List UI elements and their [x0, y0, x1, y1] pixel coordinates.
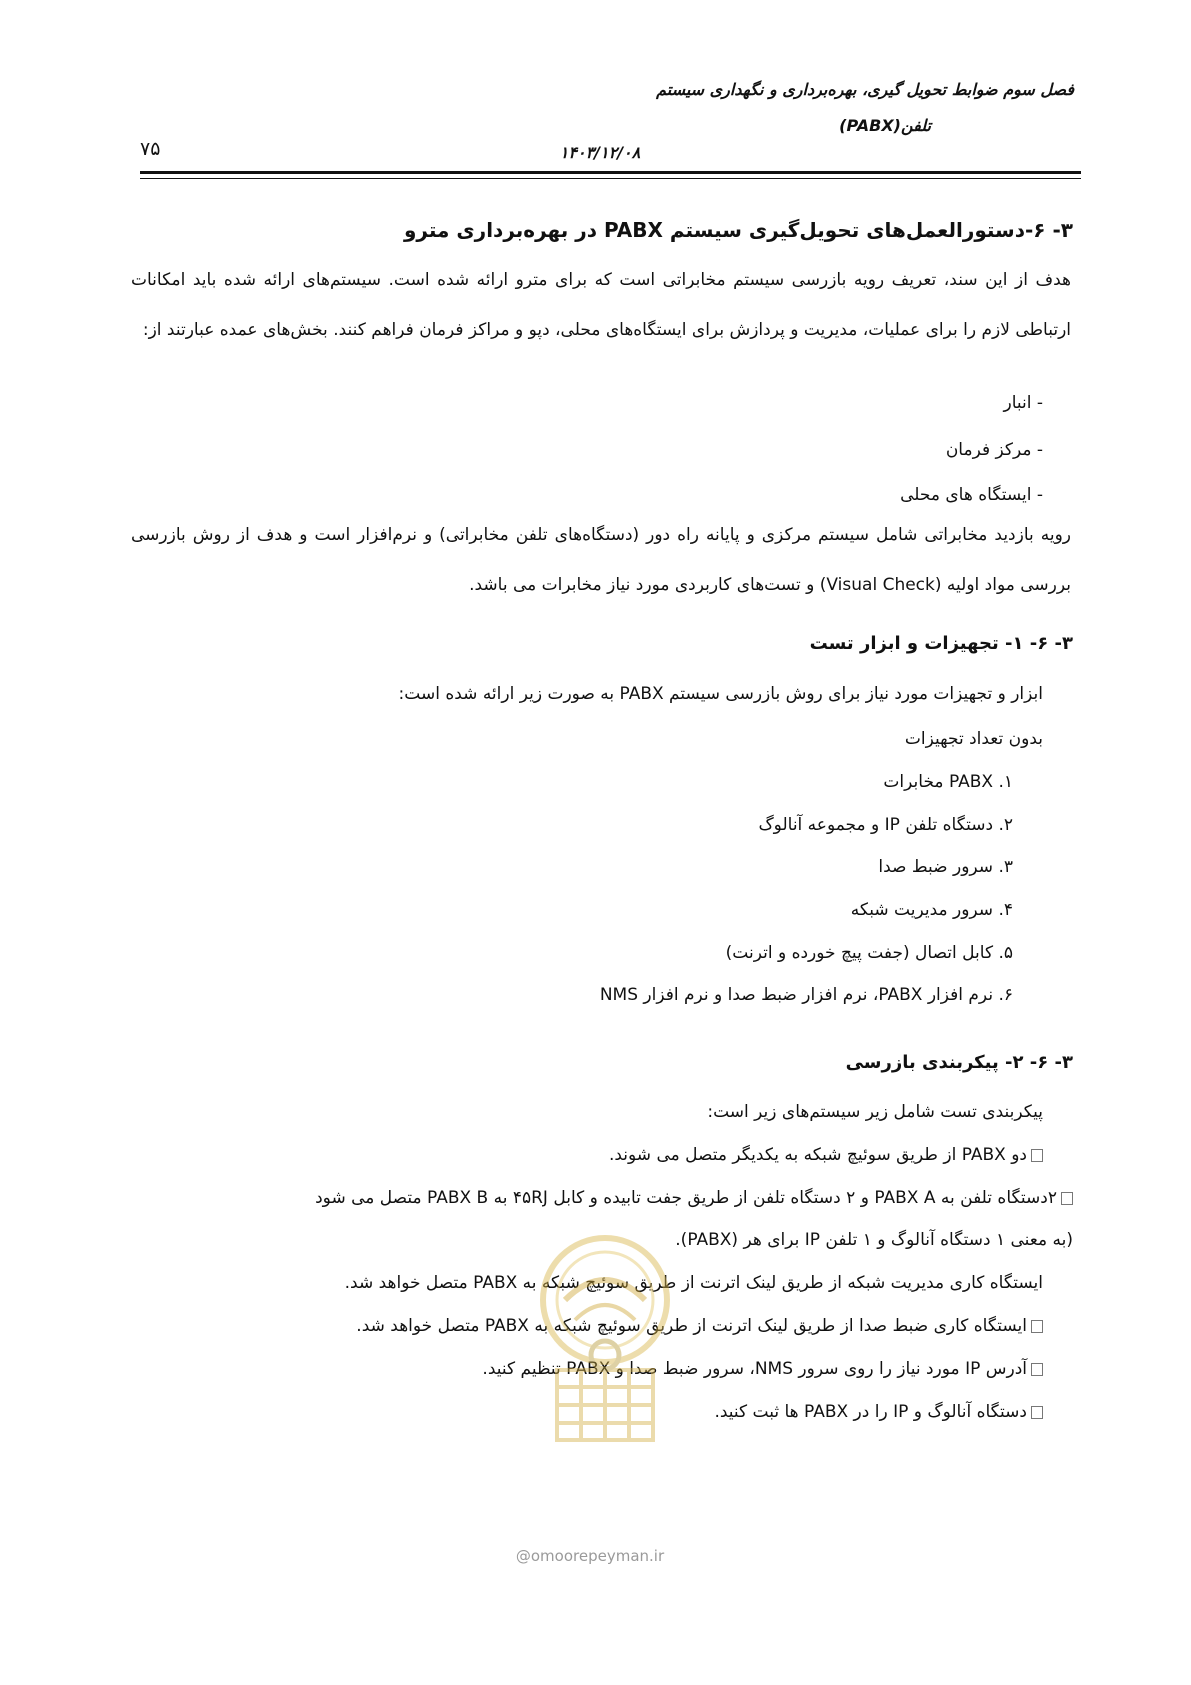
watermark-logo-icon: [505, 1220, 705, 1460]
header-title: فصل سوم ضوابط تحویل گیری، بهره‌برداری و نگهداری سیستم: [656, 80, 1074, 99]
equipment-item: ۶. نرم افزار PABX، نرم افزار ضبط صدا و نرم افزار NMS: [599, 985, 1013, 1005]
header-rule-thin: [140, 178, 1081, 179]
subsection-heading-configuration: ۳- ۶- ۲- پیکربندی بازرسی: [845, 1052, 1073, 1073]
header-subtitle: تلفن(PABX): [839, 116, 931, 135]
part-item: - انبار: [1003, 393, 1043, 413]
checkbox-icon: [1061, 1192, 1073, 1205]
subsection-heading-equipment: ۳- ۶- ۱- تجهیزات و ابزار تست: [809, 633, 1073, 654]
checkbox-icon: [1031, 1406, 1043, 1419]
watermark-site: @omoorepeyman.ir: [515, 1547, 665, 1565]
equipment-item: ۵. کابل اتصال (جفت پیچ خورده و اترنت): [725, 943, 1013, 963]
part-item: - مرکز فرمان: [945, 440, 1043, 460]
page-number: ۷۵: [140, 138, 161, 160]
equipment-item: ۳. سرور ضبط صدا: [878, 857, 1013, 877]
equipment-item: ۲. دستگاه تلفن IP و مجموعه آنالوگ: [758, 815, 1013, 835]
at-icon: @: [515, 1547, 531, 1565]
equipment-item: ۴. سرور مدیریت شبکه: [850, 900, 1013, 920]
equipment-intro: ابزار و تجهیزات مورد نیاز برای روش بازرسی سیستم PABX به صورت زیر ارائه شده است:: [398, 684, 1043, 704]
header-rule-thick: [140, 171, 1081, 174]
configuration-item: ۲دستگاه تلفن به PABX A و ۲ دستگاه تلفن از طریق جفت تابیده و کابل ۴۵RJ به PABX B متصل می شود: [315, 1188, 1073, 1208]
checkbox-icon: [1031, 1363, 1043, 1376]
section-heading: ۳- ۶-دستورالعمل‌های تحویل‌گیری سیستم PABX در بهره‌برداری مترو: [403, 218, 1073, 242]
equipment-item: ۱. PABX مخابرات: [883, 772, 1013, 792]
configuration-intro: پیکربندی تست شامل زیر سیستم‌های زیر است:: [707, 1102, 1043, 1122]
configuration-item: دستگاه آنالوگ و IP را در PABX ها ثبت کنید.: [714, 1402, 1043, 1422]
part-item: - ایستگاه های محلی: [900, 485, 1043, 505]
visit-paragraph: رویه بازدید مخابراتی شامل سیستم مرکزی و پایانه راه دور (دستگاه‌های تلفن مخابراتی) و نرم‌افزار است و هدف از روش بازرسی بررسی مواد اولیه (Visual Check) و تست‌های کاربردی مورد نیاز مخابرات می باشد.: [131, 525, 1071, 595]
header-date: ۱۴۰۳/۱۲/۰۸: [559, 143, 641, 162]
checkbox-icon: [1031, 1320, 1043, 1333]
configuration-item: آدرس IP مورد نیاز را روی سرور NMS، سرور ضبط صدا و PABX تنظیم کنید.: [482, 1359, 1043, 1379]
configuration-item: ایستگاه کاری مدیریت شبکه از طریق لینک اترنت از طریق سوئیچ شبکه به PABX متصل خواهد شد.: [344, 1273, 1043, 1293]
configuration-item-continued: (به معنی ۱ دستگاه آنالوگ و ۱ تلفن IP برای هر (PABX).: [675, 1230, 1073, 1250]
configuration-item: دو PABX از طریق سوئیچ شبکه به یکدیگر متصل می شوند.: [609, 1145, 1043, 1165]
intro-paragraph: هدف از این سند، تعریف رویه بازرسی سیستم مخابراتی است که برای مترو ارائه شده است. سیستم‌های ارائه شده باید امکانات ارتباطی لازم را برای عملیات، مدیریت و پردازش برای ایستگاه‌های محلی، دپو و مراکز فرمان فراهم کنند. بخش‌های عمده عبارتند از:: [131, 270, 1071, 340]
equipment-note: بدون تعداد تجهیزات: [904, 729, 1043, 749]
checkbox-icon: [1031, 1149, 1043, 1162]
configuration-item: ایستگاه کاری ضبط صدا از طریق لینک اترنت از طریق سوئیچ شبکه به PABX متصل خواهد شد.: [356, 1316, 1043, 1336]
